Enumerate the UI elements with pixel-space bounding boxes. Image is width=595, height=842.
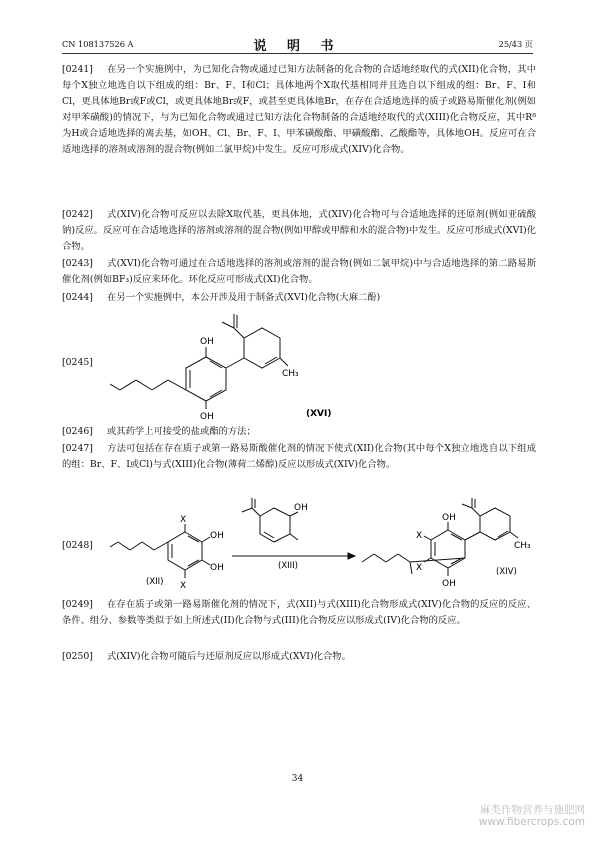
compound-label-xvi: (XVI) xyxy=(306,409,332,419)
paragraph-tag: [0243] xyxy=(62,258,93,269)
hydroxyl-label: OH xyxy=(200,412,214,422)
watermark xyxy=(479,804,585,828)
paragraph-tag: [0244] xyxy=(62,292,93,303)
watermark-line: 麻类作物营养与施肥网 xyxy=(480,804,585,816)
compound-label-xiv: (XIV) xyxy=(496,567,517,577)
halogen-label: X xyxy=(180,581,187,591)
paragraph-text: 或其药学上可接受的盐或酯的方法； xyxy=(107,426,256,437)
compound-label-xii: (XII) xyxy=(146,577,164,587)
paragraph-tag: [0250] xyxy=(62,651,93,662)
paragraph-tag: [0249] xyxy=(62,599,93,610)
hydroxyl-label: OH xyxy=(442,513,456,523)
document-title: 说 明 书 xyxy=(253,39,342,54)
paragraph-0242 xyxy=(62,207,536,255)
paragraph-text: 式(XIV)化合物可反应以去除X取代基，更具体地，式(XIV)化合物可与合适地选择的还原剂(例如亚硫酸钠)反应。反应可在合适地选择的溶剂或溶剂的混合物(例如甲醇或甲醇和水的混合物)中发生。反应可形成式(XVI)化合物。 xyxy=(62,209,536,253)
paragraph-0249 xyxy=(62,597,536,629)
paragraph-text: 方法可包括在存在质子或第一路易斯酸催化剂的情况下使式(XII)化合物(其中每个X独立地选自以下组成的组：Br、F、I或Cl)与式(XIII)化合物(薄荷二烯醇)反应以形成式(XIV)化合物。 xyxy=(62,443,536,471)
paragraph-0243 xyxy=(62,256,536,288)
hydroxyl-label: OH xyxy=(200,337,214,347)
halogen-label: X xyxy=(180,515,187,525)
cannabidiol-structure xyxy=(110,310,370,425)
paragraph-tag: [0241] xyxy=(62,64,93,75)
paragraph-tag: [0247] xyxy=(62,443,93,454)
paragraph-0248-tag: [0248] xyxy=(62,540,93,551)
paragraph-text: 在另一个实施例中，本公开涉及用于制备式(XVI)化合物(大麻二酚) xyxy=(107,292,381,303)
paragraph-0245-tag: [0245] xyxy=(62,357,93,368)
paragraph-0246 xyxy=(62,424,536,440)
paragraph-0247 xyxy=(62,441,536,473)
paragraph-text: 式(XVI)化合物可通过在合适地选择的溶剂或溶剂的混合物(例如二氯甲烷)中与合适地选择的第二路易斯催化剂(例如BF₃)反应来环化。环化反应可形成式(XI)化合物。 xyxy=(62,258,536,286)
hydroxyl-label: OH xyxy=(442,579,456,589)
paragraph-tag: [0242] xyxy=(62,209,93,220)
methyl-label: CH₃ xyxy=(514,541,531,551)
page-count: 25/43 页 xyxy=(498,39,533,49)
paragraph-text: 在另一个实施例中，为已知化合物或通过已知方法制备的化合物的合适地经取代的式(XII)化合物，其中每个X独立地选自以下组成的组：Br、F、I和Cl；具体地两个X取代基相同并且选自以下组成的组：Br、F、I和Cl，更具体地Br或F或Cl，或更具体地Br或F，或甚至更具体地Br，在存在合适地选择的质子或路易斯催化剂(例如对甲苯磺酸)的情况下，与为已知化合物或通过已知方法化合物制备的合适地经取代的式(XIII)化合物反应，其中R⁸为H或合适地选择的离去基，如OH、Cl、Br、F、I、甲苯磺酸酯、甲磺酸酯、乙酸酯等，具体地OH。反应可在合适地选择的溶剂或溶剂的混合物(例如二氯甲烷)中发生。反应可形成式(XIV)化合物。 xyxy=(62,64,536,156)
patent-number: CN 108137526 A xyxy=(62,39,134,49)
paragraph-text: 在存在质子或第一路易斯催化剂的情况下，式(XII)与式(XIII)化合物形成式(XIV)化合物的反应的反应、条件、组分、参数等类似于如上所述式(II)化合物与式(III)化合物反应以形成式(IV)化合物的反应。 xyxy=(62,599,536,627)
methyl-label: CH₃ xyxy=(282,369,299,379)
hydroxyl-label: OH xyxy=(210,531,224,541)
compound-label-xiii: (XIII) xyxy=(278,561,298,571)
watermark-line: www.fibercrops.com xyxy=(478,816,585,828)
header-rule xyxy=(62,53,533,54)
paragraph-0250 xyxy=(62,649,536,665)
paragraph-tag: [0246] xyxy=(62,426,93,437)
paragraph-0244 xyxy=(62,290,536,306)
page-header xyxy=(62,36,533,52)
paragraph-0241 xyxy=(62,62,536,159)
paragraph-text: 式(XIV)化合物可随后与还原剂反应以形成式(XVI)化合物。 xyxy=(107,651,351,662)
reaction-scheme xyxy=(110,496,540,592)
hydroxyl-label: OH xyxy=(294,503,308,513)
hydroxyl-label: OH xyxy=(210,563,224,573)
page-number: 34 xyxy=(291,774,304,784)
halogen-label: X xyxy=(416,563,423,573)
halogen-label: X xyxy=(416,531,423,541)
